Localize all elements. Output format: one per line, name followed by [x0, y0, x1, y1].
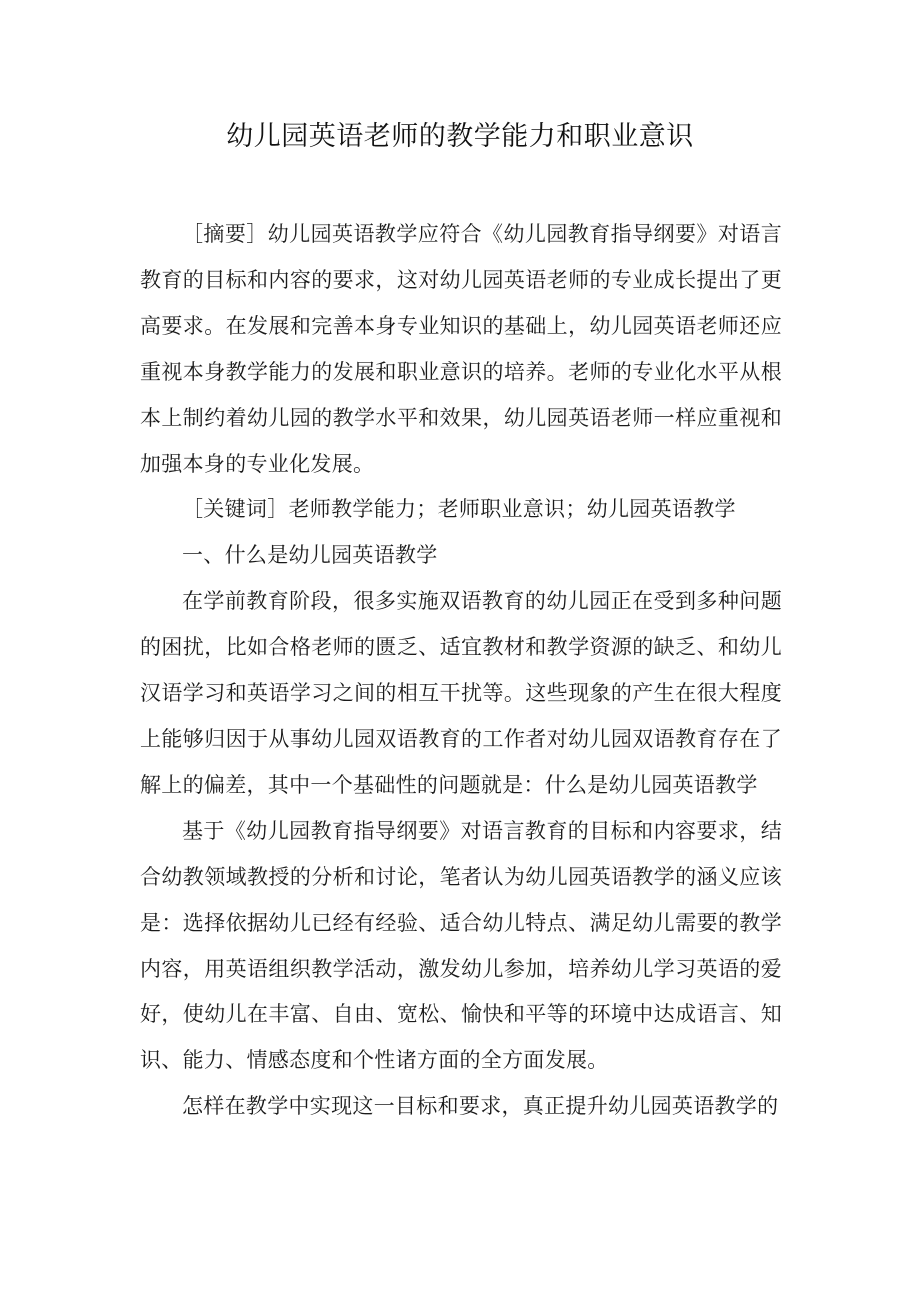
body-paragraph: 怎样在教学中实现这一目标和要求，真正提升幼儿园英语教学的 — [182, 1094, 779, 1119]
abstract-paragraph: ［摘要］幼儿园英语教学应符合《幼儿园教育指导纲要》对语言教育的目标和内容的要求，这对幼儿园英语老师的专业成长提出了更高要求。在发展和完善本身专业知识的基础上，幼儿园英语老师还应重视本身教学能力的发展和职业意识的培养。老师的专业化水平从根本上制约着幼儿园的教学水平和效果，幼儿园英语老师一样应重视和加强本身的专业化发展。 — [140, 222, 782, 476]
document-title: 幼儿园英语老师的教学能力和职业意识 — [226, 121, 694, 152]
document-body — [140, 212, 782, 1130]
body-paragraph: 在学前教育阶段，很多实施双语教育的幼儿园正在受到多种问题的困扰，比如合格老师的匮乏、适宜教材和教学资源的缺乏、和幼儿汉语学习和英语学习之间的相互干扰等。这些现象的产生在很大程度上能够归因于从事幼儿园双语教育的工作者对幼儿园双语教育存在了解上的偏差，其中一个基础性的问题就是：什么是幼儿园英语教学 — [140, 589, 782, 797]
keywords-paragraph: ［关键词］老师教学能力；老师职业意识；幼儿园英语教学 — [182, 497, 736, 522]
section-heading-1: 一、什么是幼儿园英语教学 — [182, 543, 438, 568]
body-paragraph: 基于《幼儿园教育指导纲要》对语言教育的目标和内容要求，结合幼教领域教授的分析和讨论，笔者认为幼儿园英语教学的涵义应该是：选择依据幼儿已经有经验、适合幼儿特点、满足幼儿需要的教学内容，用英语组织教学活动，激发幼儿参加，培养幼儿学习英语的爱好，使幼儿在丰富、自由、宽松、愉快和平等的环境中达成语言、知识、能力、情感态度和个性诸方面的全方面发展。 — [140, 818, 782, 1073]
